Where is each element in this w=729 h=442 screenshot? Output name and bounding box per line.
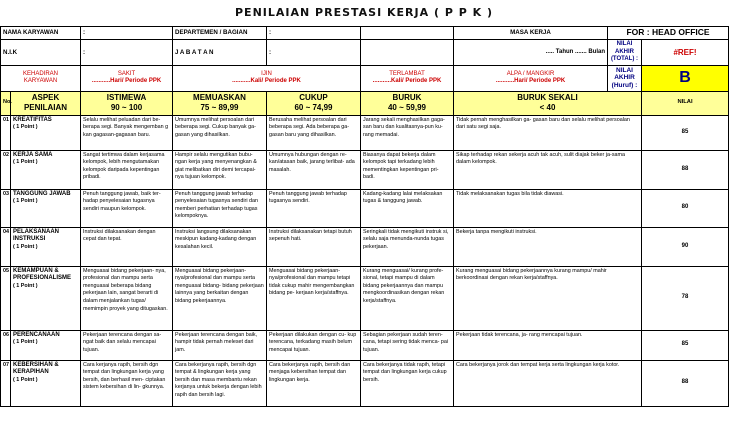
table-row bbox=[1, 266, 729, 330]
grade-buruk bbox=[361, 91, 454, 115]
row-no: 04 bbox=[1, 227, 11, 266]
ppk-table bbox=[0, 26, 729, 407]
row-point: ( 1 Point ) bbox=[13, 198, 38, 205]
row-cell[interactable]: Instruksi dilaksanakan dengan cepat dan tepat. bbox=[81, 227, 173, 266]
row-cell[interactable]: Sangat tertimwa dalam kerjasama kelompok, lebih mengutamakan kelompok daripada kepentingan pribadi. bbox=[81, 150, 173, 189]
row-cell[interactable]: Cara kerjanya rapih, bersih dgn tempat dan lingkungan kerja yang bersih, dan berhasil men- ciptakan sistem kebersihan di lin- gkunnya. bbox=[81, 360, 173, 406]
row-nilai[interactable]: 85 bbox=[642, 115, 729, 150]
row-cell[interactable]: Cara bekerjanya jorok dan tempat kerja serta lingkungan kerja kotor. bbox=[454, 360, 642, 406]
table-row bbox=[1, 115, 729, 150]
attendance-ijin-label: IJIN bbox=[261, 70, 272, 77]
row-cell[interactable]: Menguasai bidang pekerjaan- nya, profesional dan mampu serta menguasai beberapa bidang pekerjaan lain, sangat berarti di dalam menjalankan tugas/ memimpin proyek yang ditugaskan. bbox=[81, 266, 173, 330]
attendance-terlambat-label: TERLAMBAT bbox=[389, 70, 425, 77]
row-cell[interactable]: Jarang sekali menghasilkan gaga- san baru dan kualitasnya-pun ku- rang memadai. bbox=[361, 115, 454, 150]
attendance-kehadiran-sub: KARYAWAN bbox=[23, 78, 58, 85]
departemen-field[interactable] bbox=[267, 27, 361, 40]
masa-kerja-label: MASA KERJA bbox=[454, 27, 608, 40]
grade-buruk-range: 40 ~ 59,99 bbox=[387, 103, 427, 113]
attendance-alpa-label: ALPA / MANGKIR bbox=[506, 70, 555, 77]
row-cell[interactable]: Kurang menguasai bidang pekerjaannya kurang mampu/ mahir berkoordinasi dengan rekan kerja/staffnya. bbox=[454, 266, 642, 330]
row-nilai[interactable]: 78 bbox=[642, 266, 729, 330]
row-aspect-label: KEBERSIHAN & KERAPIHAN bbox=[13, 361, 59, 376]
row-aspect-label: TANGGUNG JAWAB bbox=[13, 190, 71, 197]
table-row bbox=[1, 330, 729, 360]
grade-cukup-name: CUKUP bbox=[299, 93, 328, 103]
col-nilai: NILAI bbox=[642, 91, 729, 115]
attendance-terlambat[interactable] bbox=[361, 65, 454, 91]
col-penilaian-label: PENILAIAN bbox=[23, 103, 68, 113]
jabatan-label: J A B A T A N bbox=[173, 40, 267, 66]
row-cell[interactable]: Penuh tanggung jawab terhadap tugasnya sendiri. bbox=[267, 189, 361, 227]
col-aspek bbox=[11, 91, 81, 115]
row-cell[interactable]: Penuh tanggung jawab terhadap penyelesaian tugasnya sendiri dan memberi perhatian terhadap tugas kelompoknya. bbox=[173, 189, 267, 227]
row-cell[interactable]: Hampir selalu mengutikan bubu- ngan kerja yang menyenangkan & giat melibatkan diri demi tercapai- nya tujuan kelompok. bbox=[173, 150, 267, 189]
row-cell[interactable]: Instruksi dilaksanakan tetapi butuh sepenuh hati. bbox=[267, 227, 361, 266]
nama-colon: : bbox=[83, 29, 86, 37]
row-cell[interactable]: Pekerjaan dilakukan dengan cu- kup terencana, terkadang masih belum mencapai tujuan. bbox=[267, 330, 361, 360]
row-cell[interactable]: Seringkali tidak mengikuti instruk si, selalu saja menunda-nunda tugas pekerjaan. bbox=[361, 227, 454, 266]
attendance-sakit-label: SAKIT bbox=[117, 70, 136, 77]
row-cell[interactable]: Cara bekerjanya rapih, bersih dan menjaga kebersihan tempat dan lingkungan kerja. bbox=[267, 360, 361, 406]
table-row bbox=[1, 360, 729, 406]
row-no: 03 bbox=[1, 189, 11, 227]
attendance-terlambat-sub: ...........Kali/ Periode PPK bbox=[372, 78, 442, 85]
row-nilai[interactable]: 85 bbox=[642, 330, 729, 360]
attendance-ijin-sub: ...........Kali/ Periode PPK bbox=[232, 78, 301, 85]
row-cell[interactable]: Berusaha melihat persoalan dari beberapa segi. Ada beberapa ga- gasan baru yang dihasilkan. bbox=[267, 115, 361, 150]
row-cell[interactable]: Instruksi langsung dilaksanakan meskipun kadang-kadang dengan kesalahan kecil. bbox=[173, 227, 267, 266]
grade-buruk-sekali bbox=[454, 91, 642, 115]
grade-cukup-range: 60 ~ 74,99 bbox=[294, 103, 333, 113]
nilai-total-label: NILAI AKHIR (TOTAL) : bbox=[608, 40, 642, 66]
row-cell[interactable]: Kadang-kadang lalai melaksakan tugas & tanggung jawab. bbox=[361, 189, 454, 227]
row-nilai[interactable]: 80 bbox=[642, 189, 729, 227]
table-row bbox=[1, 227, 729, 266]
nik-field[interactable] bbox=[81, 40, 173, 66]
row-aspect-label: PERENCANAAN bbox=[13, 331, 60, 338]
nilai-total-value: #REF! bbox=[642, 40, 729, 66]
jabatan-colon: : bbox=[269, 48, 272, 56]
grade-memuaskan bbox=[173, 91, 267, 115]
row-cell[interactable]: Tidak pernah menghasilkan ga- gasan baru dan selalu melihat persoalan dari satu segi saja. bbox=[454, 115, 642, 150]
row-aspect-label: KREATIFITAS bbox=[13, 116, 52, 123]
grade-istimewa-range: 90 ~ 100 bbox=[110, 103, 143, 113]
row-cell[interactable]: Sebagian pekerjaan sudah teren- cana, tetapi sering tidak menca- pai tujuan. bbox=[361, 330, 454, 360]
attendance-alpa-sub: ...........Hari/ Periode PPK bbox=[495, 78, 566, 85]
attendance-kehadiran-label: KEHADIRAN bbox=[22, 70, 58, 77]
page-title: PENILAIAN PRESTASI KERJA ( P P K ) bbox=[235, 6, 493, 19]
row-point: ( 1 Point ) bbox=[13, 159, 38, 166]
grade-memuaskan-name: MEMUASKAN bbox=[193, 93, 246, 103]
row-aspect bbox=[11, 330, 81, 360]
nama-karyawan-field[interactable] bbox=[81, 27, 173, 40]
nik-label: N.I.K bbox=[1, 40, 81, 66]
row-aspect-label: KEMAMPUAN & PROFESIONALISME bbox=[13, 267, 72, 282]
row-cell[interactable]: Pekerjaan tidak terencana, ja- rang mencapai tujuan. bbox=[454, 330, 642, 360]
row-cell[interactable]: Menguasai bidang pekerjaan- nya/profesional dan mampu tetapi tidak cukup mahir mengembangkan bidang pe- kerjaan kerja/staffnya. bbox=[267, 266, 361, 330]
nilai-huruf-value: B bbox=[642, 65, 729, 91]
row-no: 01 bbox=[1, 115, 11, 150]
row-cell[interactable]: Cara bekerjanya rapih, bersih dgn tempat & lingkungan kerja yang bersih dan masa membantu rekan kerjanya untuk bekerja dengan lebih rapih dan bersih lagi. bbox=[173, 360, 267, 406]
grade-buruk-sekali-range: < 40 bbox=[539, 103, 556, 113]
attendance-kehadiran bbox=[1, 65, 81, 91]
row-point: ( 1 Point ) bbox=[13, 376, 38, 383]
row-point: ( 1 Point ) bbox=[13, 124, 38, 131]
col-no: No. bbox=[1, 91, 11, 115]
row-cell[interactable]: Sikap terhadap rekan sekerja acuh tak acuh, sulit diajak beker ja-sama dalam kelompok. bbox=[454, 150, 642, 189]
nik-colon: : bbox=[83, 48, 86, 56]
row-aspect-label: KERJA SAMA bbox=[13, 151, 53, 158]
row-point: ( 1 Point ) bbox=[13, 339, 38, 346]
grade-cukup bbox=[267, 91, 361, 115]
spacer bbox=[361, 27, 454, 40]
row-cell[interactable]: Biasanya dapat bekerja dalam kelompok tapi terkadang lebih mementingkan kepentingan pri- badi. bbox=[361, 150, 454, 189]
grade-memuaskan-range: 75 ~ 89,99 bbox=[200, 103, 239, 113]
nilai-huruf-label: NILAI AKHIR (Huruf) : bbox=[608, 65, 642, 91]
attendance-ijin[interactable] bbox=[173, 65, 361, 91]
for-label: FOR : HEAD OFFICE bbox=[608, 27, 729, 40]
row-aspect bbox=[11, 115, 81, 150]
spacer bbox=[361, 40, 454, 66]
departemen-label: DEPARTEMEN / BAGIAN bbox=[173, 27, 267, 40]
row-cell[interactable]: Pekerjaan terencana dengan baik, hampir tidak pernah meleset dari jam. bbox=[173, 330, 267, 360]
row-cell[interactable]: Bekerja tanpa mengikuti instruksi. bbox=[454, 227, 642, 266]
row-cell[interactable]: Pekerjaan terencana dengan sa- ngat baik dan selalu mencapai tujuan. bbox=[81, 330, 173, 360]
table-row bbox=[1, 150, 729, 189]
grade-istimewa-name: ISTIMEWA bbox=[106, 93, 147, 103]
row-aspect bbox=[11, 150, 81, 189]
row-cell[interactable]: Menguasai bidang pekerjaan- nya/profesional dan mampu serta menguasai bidang- bidang pekerjaan lainnya yang berkaitan dengan bidang pekerjaannya. bbox=[173, 266, 267, 330]
row-aspect bbox=[11, 189, 81, 227]
attendance-sakit[interactable] bbox=[81, 65, 173, 91]
attendance-alpa[interactable] bbox=[454, 65, 608, 91]
dept-colon: : bbox=[269, 29, 272, 37]
row-aspect bbox=[11, 266, 81, 330]
row-cell[interactable]: Tidak melaksanakan tugas bila tidak diawasi. bbox=[454, 189, 642, 227]
row-no: 02 bbox=[1, 150, 11, 189]
row-cell[interactable]: Selalu melihat peluadan dari be- berapa segi. Banyak mengemban g kan gagasan-gagasan baru. bbox=[81, 115, 173, 150]
row-no: 06 bbox=[1, 330, 11, 360]
row-cell[interactable]: Cara bekerjanya tidak rapih, tetapi tempat dan lingkungan kerja cukup bersih. bbox=[361, 360, 454, 406]
row-nilai[interactable]: 90 bbox=[642, 227, 729, 266]
col-aspek-label: ASPEK bbox=[31, 93, 60, 103]
grade-istimewa bbox=[81, 91, 173, 115]
row-cell[interactable]: Umumnya melihat persoalan dari beberapa segi. Cukup banyak ga- gasan yang dihasilkan. bbox=[173, 115, 267, 150]
row-aspect bbox=[11, 227, 81, 266]
masa-kerja-value[interactable]: ..... Tahun ....... Bulan bbox=[454, 40, 608, 66]
row-nilai[interactable]: 88 bbox=[642, 360, 729, 406]
row-nilai[interactable]: 88 bbox=[642, 150, 729, 189]
grade-buruk-name: BURUK bbox=[392, 93, 422, 103]
row-no: 05 bbox=[1, 266, 11, 330]
row-cell[interactable]: Penuh tanggung jawab, baik ter- hadap penyelesaian tugasnya sendiri maupun kelompok. bbox=[81, 189, 173, 227]
row-point: ( 1 Point ) bbox=[13, 282, 38, 289]
grade-buruk-sekali-name: BURUK SEKALI bbox=[517, 93, 578, 103]
row-aspect-label: PELAKSANAAN INSTRUKSI bbox=[13, 228, 60, 243]
nama-karyawan-label: NAMA KARYAWAN bbox=[1, 27, 81, 40]
row-no: 07 bbox=[1, 360, 11, 406]
attendance-sakit-sub: ...........Hari/ Periode PPK bbox=[91, 78, 162, 85]
row-cell[interactable]: Umumnya hubungan dengan re- kan/atasan baik, jarang terlibat- ada masalah. bbox=[267, 150, 361, 189]
table-row bbox=[1, 189, 729, 227]
jabatan-field[interactable] bbox=[267, 40, 361, 66]
row-cell[interactable]: Kurang menguasai/ kurang profe- sional, tetapi mampu di dalam bidang pekerjaannya dan mampu mengkoordinasikan dengan rekan kerja/staffnya. bbox=[361, 266, 454, 330]
row-point: ( 1 Point ) bbox=[13, 243, 38, 250]
row-aspect bbox=[11, 360, 81, 406]
